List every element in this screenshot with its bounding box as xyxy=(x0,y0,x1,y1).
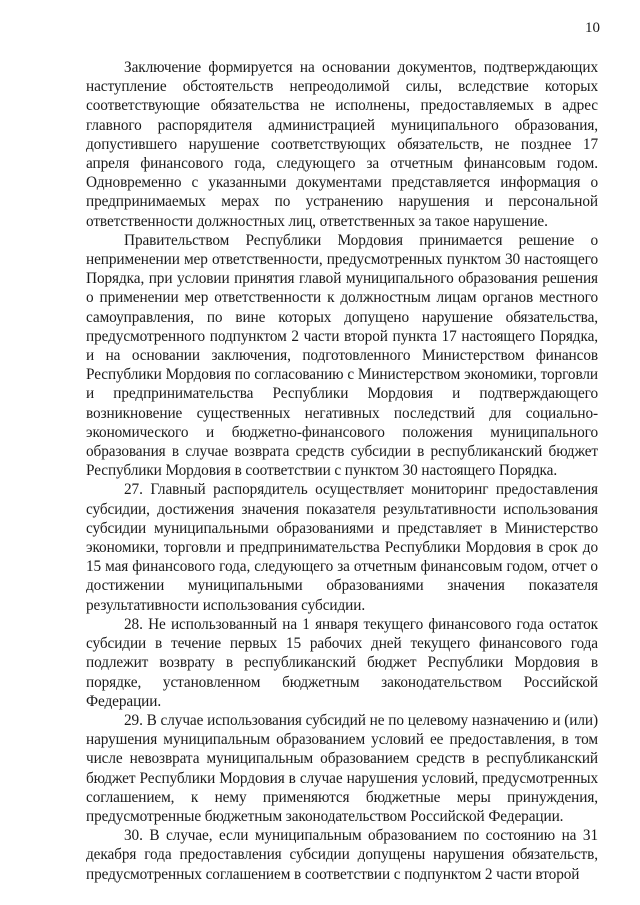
paragraph-government-decision: Правительством Республики Мордовия принимается решение о неприменении мер ответственности, предусмотренных пунктом 30 настоящего Порядка, при условии принятия главой муниципального образования решения о применении мер ответственности к должностным лицам органов местного самоуправления, по вине которых допущено нарушение обязательства, предусмотренного подпунктом 2 части второй пункта 17 настоящего Порядка, и на основании заключения, подготовленного Министерством финансов Республики Мордовия по согласованию с Министерством экономики, торговли и предпринимательства Республики Мордовия и подтверждающего возникновение существенных негативных последствий для социально-экономического и бюджетно-финансового положения муниципального образования в случае возврата средств субсидии в республиканский бюджет Республики Мордовия в соответствии с пунктом 30 настоящего Порядка. xyxy=(86,231,598,480)
paragraph-27-monitoring: 27. Главный распорядитель осуществляет мониторинг предоставления субсидии, достижения значения показателя результативности использования субсидии муниципальными образованиями и представляет в Министерство экономики, торговли и предпринимательства Республики Мордовия в срок до 15 мая финансового года, следующего за отчетным финансовым годом, отчет о достижении муниципальными образованиями значения показателя результативности использования субсидии. xyxy=(86,481,598,614)
paragraph-30-violations: 30. В случае, если муниципальным образованием по состоянию на 31 декабря года предоставления субсидии допущены нарушения обязательств, предусмотренных соглашением в соответствии с подпунктом 2 части второй xyxy=(86,827,598,883)
paragraph-force-majeure-conclusion: Заключение формируется на основании документов, подтверждающих наступление обстоятельств непреодолимой силы, вследствие которых соответствующие обязательства не исполнены, предоставляемых в адрес главного распорядителя администрацией муниципального образования, допустившего нарушение соответствующих обязательств, не позднее 17 апреля финансового года, следующего за отчетным финансовым годом. Одновременно с указанными документами представляется информация о предпринимаемых мерах по устранению нарушения и персональной ответственности должностных лиц, ответственных за такое нарушение. xyxy=(86,59,598,230)
paragraph-28-unused-balance: 28. Не использованный на 1 января текущего финансового года остаток субсидии в течение первых 15 рабочих дней текущего финансового года подлежит возврату в республиканский бюджет Республики Мордовия в порядке, установленном бюджетным законодательством Российской Федерации. xyxy=(86,615,598,710)
paragraph-29-misuse: 29. В случае использования субсидий не по целевому назначению и (или) нарушения муниципальным образованием условий ее предоставления, в том числе невозврата муниципальным образованием средств в республиканский бюджет Республики Мордовия в случае нарушения условий, предусмотренных соглашением, к нему применяются бюджетные меры принуждения, предусмотренные бюджетным законодательством Российской Федерации. xyxy=(86,711,598,825)
page-number: 10 xyxy=(585,20,600,36)
